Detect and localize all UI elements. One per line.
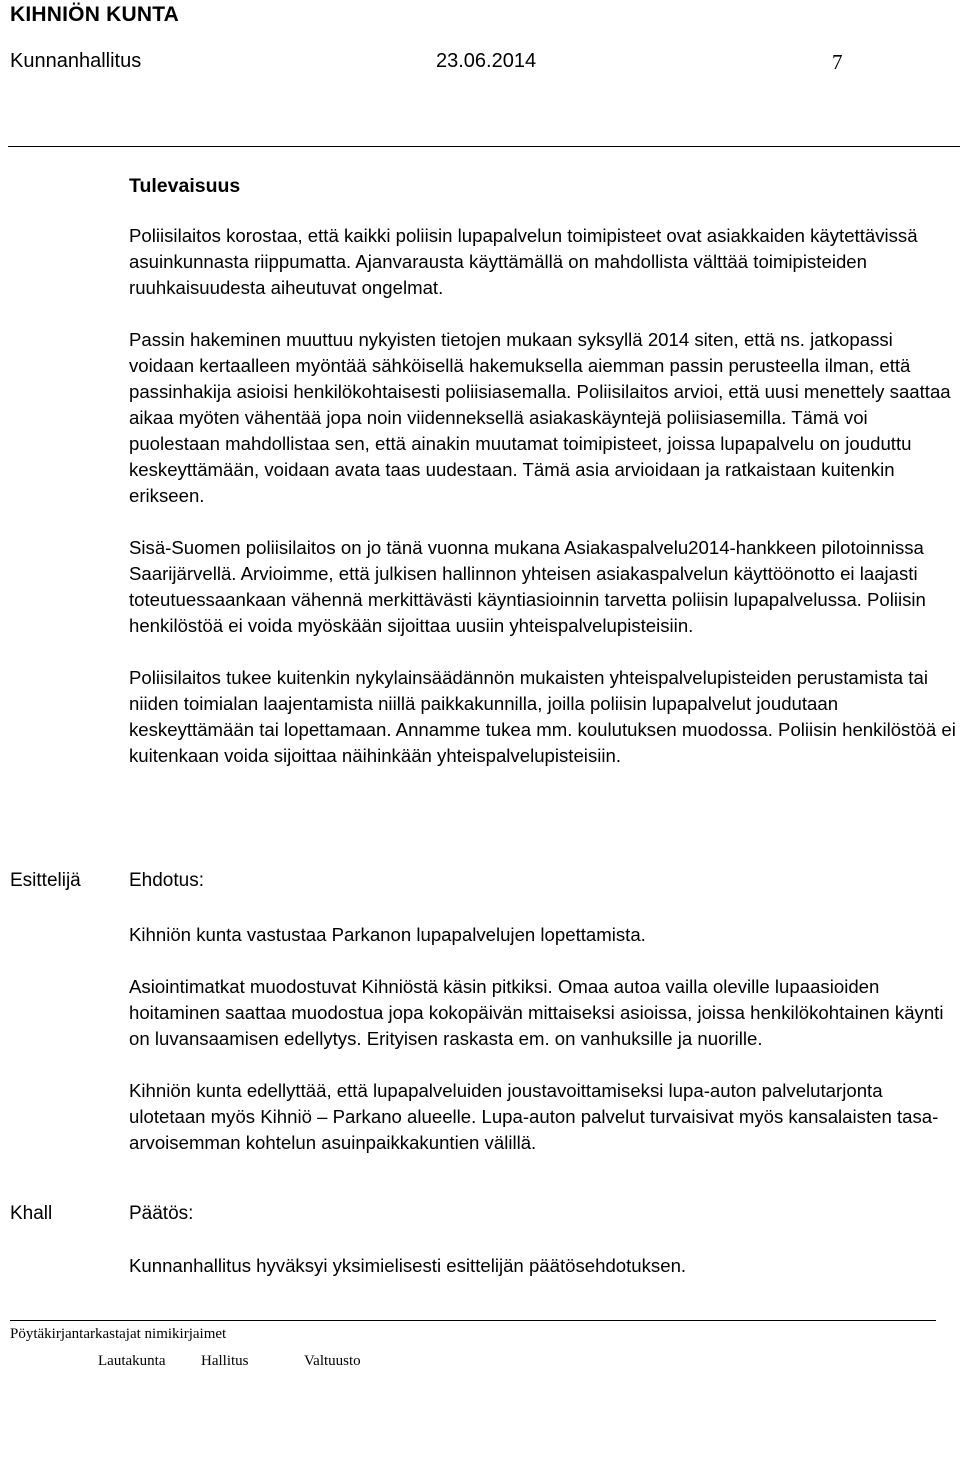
proposal-paragraph-2: Asiointimatkat muodostuvat Kihniöstä käsin pitkiksi. Omaa autoa vailla oleville lupaasioiden hoitaminen saattaa muodostua jopa kokopäivän mittaiseksi asioissa, joissa henkilökohtainen käynti on luvansaamisen edellytys. Erityisen raskasta em. on vanhuksille ja nuorille. — [129, 976, 944, 1049]
decision-label: Päätös: — [129, 1203, 194, 1224]
decision-text: Kunnanhallitus hyväksyi yksimielisesti esittelijän päätösehdotuksen. — [129, 1255, 687, 1276]
proposal-paragraph-1: Kihniön kunta vastustaa Parkanon lupapalvelujen lopettamista. — [129, 924, 646, 945]
proposal-paragraph-3: Kihniön kunta edellyttää, että lupapalveluiden joustavoittamiseksi lupa-auton palvelutarjonta ulotetaan myös Kihniö – Parkano alueelle. Lupa-auton palvelut turvaisivat myös kansalaisten tasa-arvoisemman kohtelun asuinpaikkakuntien välillä. — [129, 1080, 939, 1153]
proposal-side-label: Esittelijä — [10, 870, 81, 891]
footer-rule — [10, 1320, 936, 1321]
page-number: 7 — [832, 50, 843, 74]
footer-title: Pöytäkirjantarkastajat nimikirjaimet — [10, 1326, 227, 1342]
paragraph-1: Poliisilaitos korostaa, että kaikki poliisin lupapalvelun toimipisteet ovat asiakkaiden käytettävissä asuinkunnasta riippumatta. Ajanvarausta käyttämällä on mahdollista välttää toimipisteiden ruuhkaisuudesta aiheutuvat ongelmat. — [129, 225, 918, 298]
footer-column-lautakunta: Lautakunta — [98, 1353, 166, 1369]
paragraph-2: Passin hakeminen muuttuu nykyisten tietojen mukaan syksyllä 2014 siten, että ns. jatkopassi voidaan kertaalleen myöntää sähköisellä hakemuksella aiemman passin perusteella ilman, että passinhakija asioisi henkilökohtaisesti poliisiasemalla. Poliisilaitos arvioi, että uusi menettely saattaa aikaa myöten vähentää jopa noin viidenneksellä asiakaskäyntejä poliisiasemilla. Tämä voi puolestaan mahdollistaa sen, että ainakin muutamat toimipisteet, joissa lupapalvelu on jouduttu keskeyttämään, voidaan avata taas uudestaan. Tämä asia arvioidaan ja ratkaistaan kuitenkin erikseen. — [129, 329, 951, 506]
organization-name: KIHNIÖN KUNTA — [10, 3, 180, 26]
proposal-content — [129, 922, 959, 1156]
meeting-date: 23.06.2014 — [436, 50, 537, 72]
main-content — [129, 173, 959, 769]
paragraph-3: Sisä-Suomen poliisilaitos on jo tänä vuonna mukana Asiakaspalvelu2014-hankkeen pilotoinnissa Saarijärvellä. Arvioimme, että julkisen hallinnon yhteisen asiakaspalvelun käyttöönotto ei laajasti toteutuessaankaan vähennä merkittävästi käyntiasioinnin tarvetta poliisin lupapalvelussa. Poliisin henkilöstöä ei voida myöskään sijoittaa uusiin yhteispalvelupisteisiin. — [129, 537, 926, 636]
section-title: Tulevaisuus — [129, 175, 241, 197]
footer-column-hallitus: Hallitus — [201, 1353, 249, 1369]
footer-column-valtuusto: Valtuusto — [304, 1353, 361, 1369]
meeting-body: Kunnanhallitus — [10, 50, 142, 72]
header-rule — [8, 146, 960, 147]
proposal-label: Ehdotus: — [129, 870, 204, 891]
paragraph-4: Poliisilaitos tukee kuitenkin nykylainsäädännön mukaisten yhteispalvelupisteiden perustamista tai niiden toimialan laajentamista niillä paikkakunnilla, joilla poliisin lupapalvelut joudutaan keskeyttämään tai lopettamaan. Annamme tukea mm. koulutuksen muodossa. Poliisin henkilöstöä ei kuitenkaan voida sijoittaa näihinkään yhteispalvelupisteisiin. — [129, 667, 956, 766]
decision-side-label: Khall — [10, 1203, 53, 1224]
